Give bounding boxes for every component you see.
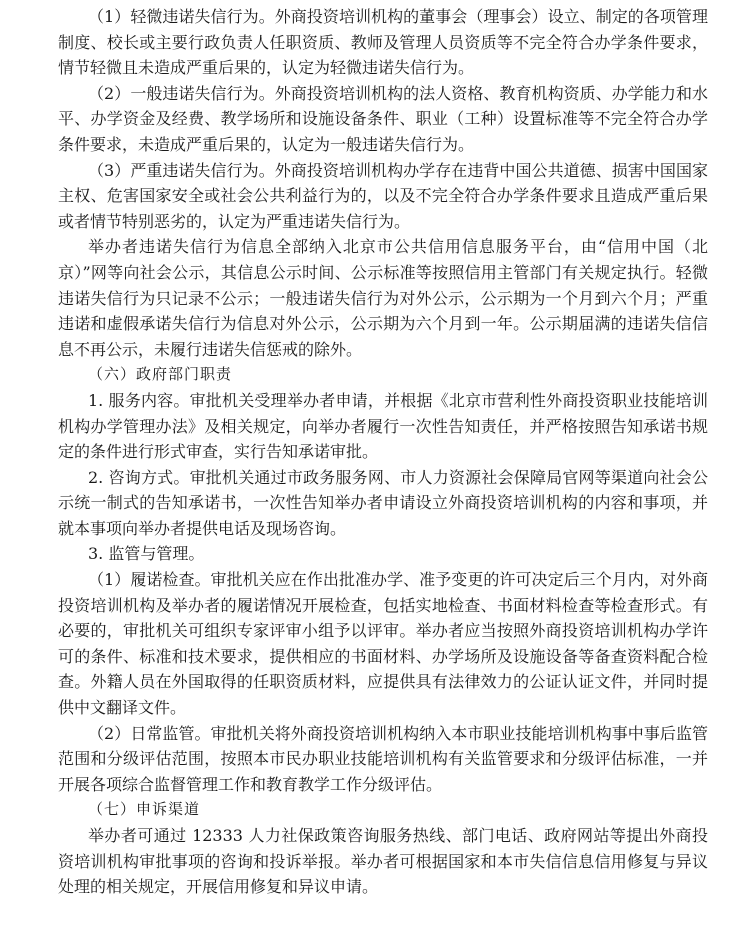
paragraph-daily-supervision: （2）日常监管。审批机关将外商投资培训机构纳入本市职业技能培训机构事中事后监管范围和分级评估范围，按照本市民办职业技能培训机构有关监管要求和分级评估标准，一并开展各项综合监督管理工作和教育教学工作分级评估。 [58,723,708,794]
paragraph-service-content: 1. 服务内容。审批机关受理举办者申请，并根据《北京市营利性外商投资职业技能培训机构办学管理办法》及相关规定，向举办者履行一次性告知责任，并严格按照告知承诺书规定的条件进行形式审查，实行告知承诺审批。 [58,390,708,462]
paragraph-minor-violation: （1）轻微违诺失信行为。外商投资培训机构的董事会（理事会）设立、制定的各项管理制度、校长或主要行政负责人任职资质、教师及管理人员资质等不完全符合办学条件要求，情节轻微且未造成严重后果的，认定为轻微违诺失信行为。 [58,7,708,78]
item-title-supervision: 3. 监管与管理。 [88,544,205,564]
paragraph-serious-violation: （3）严重违诺失信行为。外商投资培训机构办学存在违背中国公共道德、损害中国国家主权、危害国家安全或社会公共利益行为的，以及不完全符合办学条件要求且造成严重后果或者情节特别恶劣的，认定为严重违诺失信行为。 [58,160,708,231]
paragraph-consultation-method: 2. 咨询方式。审批机关通过市政务服务网、市人力资源社会保障局官网等渠道向社会公示统一制式的告知承诺书，一次性告知举办者申请设立外商投资培训机构的内容和事项，并就本事项向举办者提供电话及现场咨询。 [58,467,708,538]
section-heading-complaint-channels: （七）申诉渠道 [88,800,201,819]
section-heading-government-duties: （六）政府部门职责 [88,365,233,384]
paragraph-complaint-channels: 举办者可通过 12333 人力社保政策咨询服务热线、部门电话、政府网站等提出外商投资培训机构审批事项的咨询和投诉举报。举办者可根据国家和本市失信信息信用修复与异议处理的相关规定，开展信用修复和异议申请。 [58,826,708,897]
paragraph-general-violation: （2）一般违诺失信行为。外商投资培训机构的法人资格、教育机构资质、办学能力和水平、办学资金及经费、教学场所和设施设备条件、职业（工种）设置标准等不完全符合办学条件要求，未造成严重后果的，认定为一般违诺失信行为。 [58,83,708,154]
paragraph-compliance-inspection: （1）履诺检查。审批机关应在作出批准办学、准予变更的许可决定后三个月内，对外商投资培训机构及举办者的履诺情况开展检查，包括实地检查、书面材料检查等检查形式。有必要的，审批机关可组织专家评审小组予以评审。举办者应当按照外商投资培训机构办学许可的条件、标准和技术要求，提供相应的书面材料、办学场所及设施设备等备查资料配合检查。外籍人员在外国取得的任职资质材料，应提供具有法律效力的公证认证文件，并同时提供中文翻译文件。 [58,570,708,718]
document-page [58,4,708,900]
paragraph-credit-publicity: 举办者违诺失信行为信息全部纳入北京市公共信用信息服务平台，由“信用中国（北京）”网等向社会公示，其信息公示时间、公示标准等按照信用主管部门有关规定执行。轻微违诺失信行为只记录不公示；一般违诺失信行为对外公示，公示期为一个月到六个月；严重违诺和虚假承诺失信行为信息对外公示，公示期为六个月到一年。公示期届满的违诺失信信息不再公示，未履行违诺失信惩戒的除外。 [58,237,708,359]
